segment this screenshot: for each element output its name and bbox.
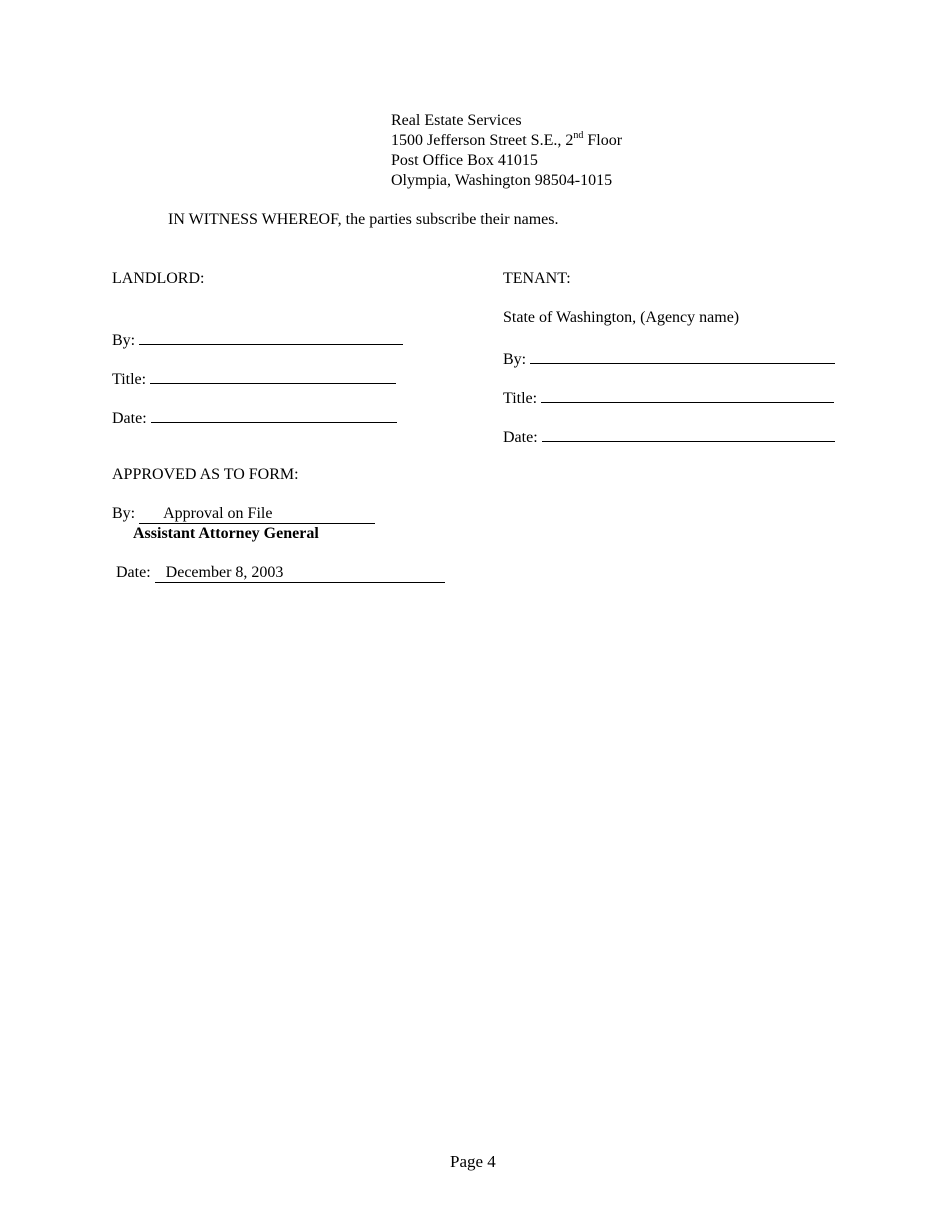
approval-by-value: Approval on File [163, 505, 273, 522]
tenant-date-line[interactable] [542, 425, 835, 442]
tenant-title-label: Title: [503, 390, 538, 407]
landlord-heading: LANDLORD: [112, 270, 205, 287]
approval-by-line [139, 505, 375, 524]
tenant-by-row [503, 347, 835, 370]
tenant-date-row [503, 425, 835, 448]
landlord-by-signature-line[interactable] [139, 328, 403, 345]
tenant-party-name: State of Washington, (Agency name) [503, 309, 740, 326]
tenant-title-line[interactable] [541, 386, 834, 403]
tenant-date-label: Date: [503, 429, 538, 446]
landlord-by-label: By: [112, 332, 136, 349]
address-line-4: Olympia, Washington 98504-1015 [391, 172, 613, 189]
address-line-2-main: 1500 Jefferson Street S.E., 2 [391, 132, 574, 149]
tenant-heading: TENANT: [503, 270, 571, 287]
approval-by-label: By: [112, 505, 136, 522]
tenant-by-label: By: [503, 351, 527, 368]
approval-signer-title: Assistant Attorney General [133, 525, 319, 542]
tenant-by-signature-line[interactable] [530, 347, 835, 364]
tenant-title-row [503, 386, 834, 409]
landlord-title-line[interactable] [150, 367, 396, 384]
approval-date-row [116, 563, 445, 583]
address-line-2-suffix: Floor [583, 132, 623, 149]
address-line-1: Real Estate Services [391, 112, 522, 129]
landlord-date-row [112, 406, 397, 429]
landlord-date-label: Date: [112, 410, 147, 427]
approval-by-row [112, 504, 375, 524]
address-line-2-superscript: nd [573, 129, 584, 141]
landlord-title-label: Title: [112, 371, 147, 388]
witness-clause: IN WITNESS WHEREOF, the parties subscribe their names. [168, 211, 559, 228]
approval-heading: APPROVED AS TO FORM: [112, 466, 299, 483]
address-line-2 [391, 131, 622, 151]
landlord-title-row [112, 367, 396, 390]
approval-date-line [155, 564, 445, 583]
landlord-by-row [112, 328, 403, 351]
approval-date-value: December 8, 2003 [165, 564, 284, 581]
landlord-date-line[interactable] [151, 406, 397, 423]
approval-date-label: Date: [116, 564, 151, 581]
page-number: Page 4 [450, 1152, 496, 1171]
address-line-3: Post Office Box 41015 [391, 152, 538, 169]
